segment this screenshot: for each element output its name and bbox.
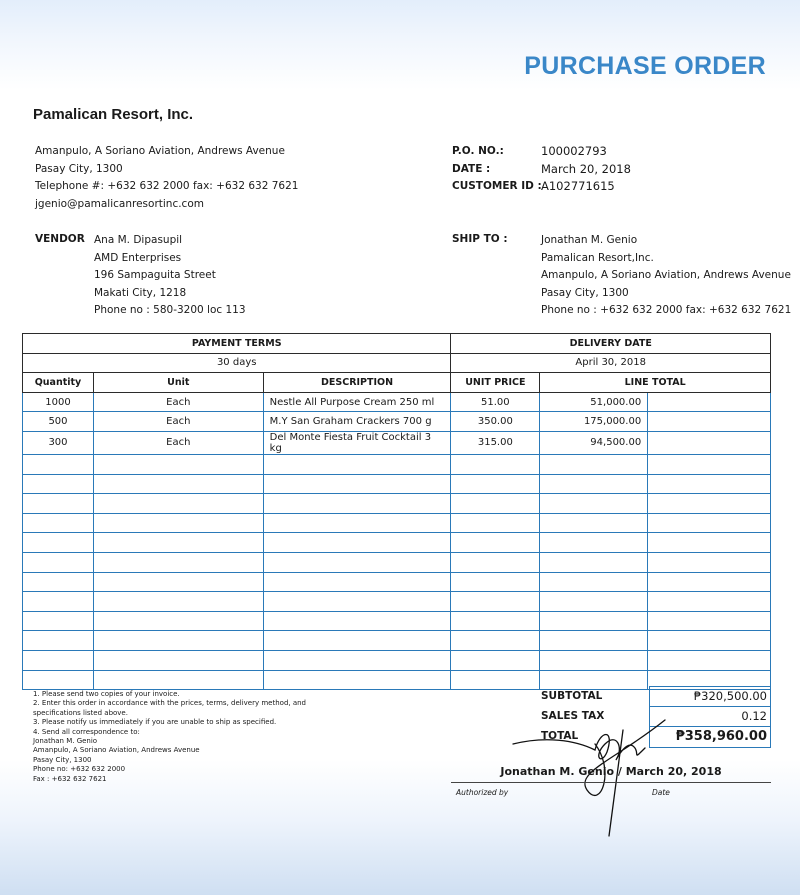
column-header-row xyxy=(23,373,771,393)
empty-cell xyxy=(93,592,263,612)
empty-cell xyxy=(23,494,94,514)
date-label: DATE : xyxy=(452,162,491,175)
empty-cell xyxy=(648,454,771,474)
order-info-values xyxy=(541,143,631,196)
empty-cell xyxy=(263,454,451,474)
empty-cell xyxy=(93,552,263,572)
empty-cell xyxy=(540,670,648,690)
cell-unit: Each xyxy=(93,392,263,412)
empty-table-row xyxy=(23,631,771,651)
vendor-company: AMD Enterprises xyxy=(94,251,182,264)
note-line: Jonathan M. Genio xyxy=(33,737,98,746)
note-line: specifications listed above. xyxy=(33,708,128,717)
note-line: Amanpulo, A Soriano Aviation, Andrews Avenue xyxy=(33,746,200,755)
empty-cell xyxy=(648,474,771,494)
empty-cell xyxy=(93,454,263,474)
signature-date-label: Date xyxy=(652,788,670,797)
ship-to-company: Pamalican Resort,Inc. xyxy=(541,251,654,264)
empty-cell xyxy=(540,494,648,514)
empty-table-row xyxy=(23,650,771,670)
empty-cell xyxy=(263,611,451,631)
page-title: PURCHASE ORDER xyxy=(524,52,766,80)
col-quantity: Quantity xyxy=(23,373,94,393)
empty-cell xyxy=(451,454,540,474)
empty-cell xyxy=(93,474,263,494)
empty-cell xyxy=(451,533,540,553)
po-label: P.O. NO.: xyxy=(452,145,504,157)
empty-cell xyxy=(93,611,263,631)
note-line: 4. Send all correspondence to: xyxy=(33,727,140,736)
cell-description: Del Monte Fiesta Fruit Cocktail 3 kg xyxy=(263,431,451,454)
ship-to-address: Amanpulo, A Soriano Aviation, Andrews Avenue xyxy=(541,269,791,281)
cell-quantity: 1000 xyxy=(23,392,94,412)
company-address xyxy=(35,143,298,213)
signature-line xyxy=(451,782,771,783)
empty-cell xyxy=(23,513,94,533)
terms-header-row xyxy=(23,334,771,354)
empty-cell xyxy=(263,592,451,612)
cell-unit: Each xyxy=(93,412,263,432)
empty-table-row xyxy=(23,592,771,612)
empty-cell xyxy=(93,533,263,553)
empty-cell xyxy=(648,572,771,592)
payment-terms-label: PAYMENT TERMS xyxy=(23,334,451,354)
empty-cell xyxy=(540,631,648,651)
col-description: DESCRIPTION xyxy=(263,373,451,393)
empty-cell xyxy=(540,552,648,572)
note-line: Phone no: +632 632 2000 xyxy=(33,765,126,774)
ship-to-city: Pasay City, 1300 xyxy=(541,286,629,299)
total-label: TOTAL xyxy=(541,730,579,742)
empty-table-row xyxy=(23,552,771,572)
empty-table-row xyxy=(23,572,771,592)
empty-cell xyxy=(540,572,648,592)
empty-cell xyxy=(451,552,540,572)
company-address-line1: Amanpulo, A Soriano Aviation, Andrews Avenue xyxy=(35,145,285,157)
empty-cell xyxy=(93,572,263,592)
cell-empty xyxy=(648,392,771,412)
empty-cell xyxy=(648,611,771,631)
terms-value-row xyxy=(23,353,771,373)
table-row xyxy=(23,412,771,432)
empty-cell xyxy=(93,631,263,651)
empty-rows xyxy=(23,454,771,689)
cell-unit-price: 350.00 xyxy=(451,412,540,432)
empty-cell xyxy=(23,572,94,592)
empty-cell xyxy=(23,611,94,631)
subtotal-label: SUBTOTAL xyxy=(541,690,603,702)
empty-cell xyxy=(540,650,648,670)
subtotal-value: ₱320,500.00 xyxy=(650,687,770,707)
note-line: Pasay City, 1300 xyxy=(33,755,92,764)
empty-table-row xyxy=(23,611,771,631)
empty-cell xyxy=(263,494,451,514)
empty-cell xyxy=(648,552,771,572)
empty-cell xyxy=(23,454,94,474)
cell-empty xyxy=(648,431,771,454)
cell-unit: Each xyxy=(93,431,263,454)
empty-cell xyxy=(451,474,540,494)
empty-cell xyxy=(451,592,540,612)
ship-to-label: SHIP TO : xyxy=(452,233,508,245)
cell-empty xyxy=(648,412,771,432)
empty-cell xyxy=(93,494,263,514)
order-date: March 20, 2018 xyxy=(541,161,631,176)
empty-cell xyxy=(93,650,263,670)
empty-cell xyxy=(93,670,263,690)
empty-cell xyxy=(540,513,648,533)
empty-cell xyxy=(263,552,451,572)
delivery-date-value: April 30, 2018 xyxy=(451,353,771,373)
empty-cell xyxy=(451,611,540,631)
empty-table-row xyxy=(23,454,771,474)
ship-to-block xyxy=(541,232,791,320)
empty-cell xyxy=(263,513,451,533)
empty-cell xyxy=(23,631,94,651)
order-info-labels xyxy=(452,143,542,196)
empty-cell xyxy=(263,670,451,690)
signatory: Jonathan M. Genio / March 20, 2018 xyxy=(500,765,722,778)
cell-description: Nestle All Purpose Cream 250 ml xyxy=(263,392,451,412)
empty-cell xyxy=(263,650,451,670)
empty-cell xyxy=(93,513,263,533)
company-address-line2: Pasay City, 1300 xyxy=(35,162,123,175)
customer-id: A102771615 xyxy=(541,179,615,193)
vendor-label: VENDOR xyxy=(35,233,85,245)
col-line-total: LINE TOTAL xyxy=(540,373,771,393)
empty-cell xyxy=(263,474,451,494)
note-line: Fax : +632 632 7621 xyxy=(33,774,107,783)
empty-cell xyxy=(540,474,648,494)
empty-cell xyxy=(23,474,94,494)
cell-line-total: 175,000.00 xyxy=(540,412,648,432)
empty-cell xyxy=(451,670,540,690)
cell-line-total: 51,000.00 xyxy=(540,392,648,412)
empty-cell xyxy=(451,650,540,670)
empty-cell xyxy=(540,611,648,631)
empty-cell xyxy=(540,533,648,553)
cell-quantity: 500 xyxy=(23,412,94,432)
company-phone: Telephone #: +632 632 2000 fax: +632 632 7621 xyxy=(35,180,299,192)
vendor-street: 196 Sampaguita Street xyxy=(94,269,216,281)
empty-cell xyxy=(23,552,94,572)
vendor-block xyxy=(94,232,246,320)
vendor-phone: Phone no : 580-3200 loc 113 xyxy=(94,304,246,316)
note-line: 1. Please send two copies of your invoice. xyxy=(33,690,180,698)
empty-cell xyxy=(23,670,94,690)
table-row xyxy=(23,392,771,412)
cell-description: M.Y San Graham Crackers 700 g xyxy=(263,412,451,432)
vendor-name: Ana M. Dipasupil xyxy=(94,234,183,246)
note-line: 2. Enter this order in accordance with the prices, terms, delivery method, and xyxy=(33,699,307,708)
empty-cell xyxy=(648,631,771,651)
customer-id-label: CUSTOMER ID : xyxy=(452,180,542,192)
empty-table-row xyxy=(23,494,771,514)
empty-cell xyxy=(263,631,451,651)
empty-cell xyxy=(451,513,540,533)
payment-terms-value: 30 days xyxy=(23,353,451,373)
total-value: ₱358,960.00 xyxy=(675,729,767,744)
order-table xyxy=(22,333,771,690)
sales-tax-label: SALES TAX xyxy=(541,710,605,722)
empty-cell xyxy=(23,533,94,553)
po-number: 100002793 xyxy=(541,144,607,158)
col-unit: Unit xyxy=(93,373,263,393)
cell-quantity: 300 xyxy=(23,431,94,454)
sales-tax-value: 0.12 xyxy=(650,707,770,727)
empty-cell xyxy=(540,454,648,474)
delivery-date-label: DELIVERY DATE xyxy=(451,334,771,354)
authorized-by-label: Authorized by xyxy=(456,788,509,797)
company-name: Pamalican Resort, Inc. xyxy=(33,106,194,123)
cell-unit-price: 315.00 xyxy=(451,431,540,454)
cell-line-total: 94,500.00 xyxy=(540,431,648,454)
empty-cell xyxy=(540,592,648,612)
empty-cell xyxy=(648,533,771,553)
ship-to-phone: Phone no : +632 632 2000 fax: +632 632 7621 xyxy=(541,304,792,316)
notes-block xyxy=(33,690,333,784)
empty-cell xyxy=(648,513,771,533)
ship-to-name: Jonathan M. Genio xyxy=(541,234,638,246)
empty-cell xyxy=(451,631,540,651)
note-line: 3. Please notify us immediately if you are unable to ship as specified. xyxy=(33,718,277,727)
table-row xyxy=(23,431,771,454)
empty-table-row xyxy=(23,533,771,553)
empty-cell xyxy=(23,592,94,612)
empty-table-row xyxy=(23,474,771,494)
empty-cell xyxy=(451,494,540,514)
empty-table-row xyxy=(23,513,771,533)
empty-cell xyxy=(451,572,540,592)
empty-cell xyxy=(648,494,771,514)
company-email: jgenio@pamalicanresortinc.com xyxy=(35,197,204,210)
empty-cell xyxy=(263,533,451,553)
vendor-city: Makati City, 1218 xyxy=(94,286,187,299)
cell-unit-price: 51.00 xyxy=(451,392,540,412)
empty-cell xyxy=(648,592,771,612)
col-unit-price: UNIT PRICE xyxy=(451,373,540,393)
empty-cell xyxy=(263,572,451,592)
empty-cell xyxy=(648,650,771,670)
empty-cell xyxy=(23,650,94,670)
